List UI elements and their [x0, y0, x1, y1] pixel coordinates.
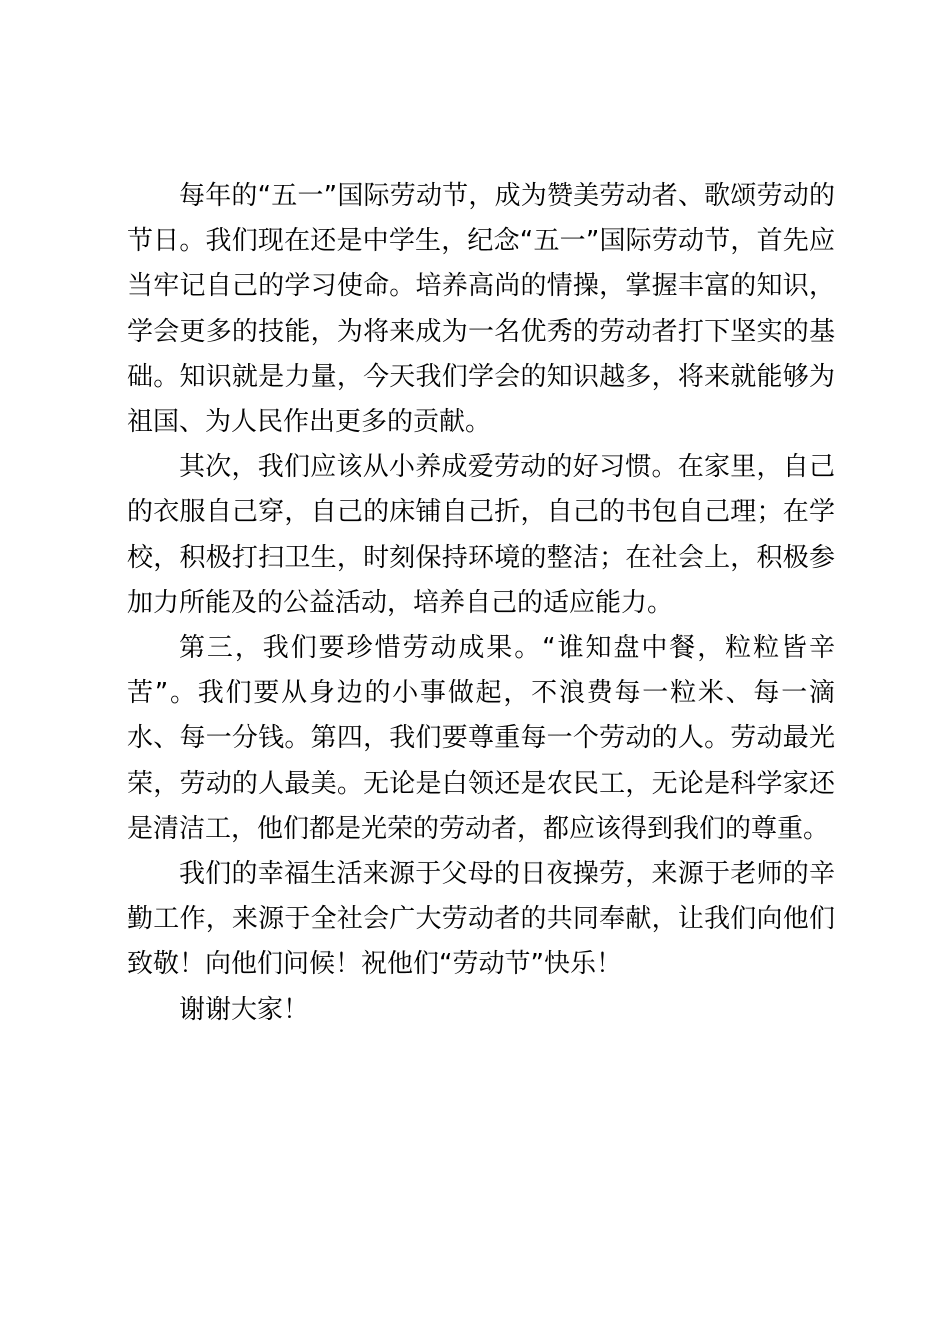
closing-thanks: 谢谢大家！ [179, 994, 310, 1025]
document-body [127, 174, 835, 1033]
paragraph-good-habits: 其次，我们应该从小养成爱劳动的好习惯。在家里，自己的衣服自己穿，自己的床铺自己折，自己的书包自己理；在学校，积极打扫卫生，时刻保持环境的整洁；在社会上，积极参加力所能及的公益活动，培养自己的适应能力。 [127, 452, 835, 618]
paragraph-gratitude: 我们的幸福生活来源于父母的日夜操劳，来源于老师的辛勤工作，来源于全社会广大劳动者的共同奉献，让我们向他们致敬！向他们问候！祝他们“劳动节”快乐！ [127, 859, 835, 980]
paragraph-cherish-and-respect: 第三，我们要珍惜劳动成果。“谁知盘中餐，粒粒皆辛苦”。我们要从身边的小事做起，不浪费每一粒米、每一滴水、每一分钱。第四，我们要尊重每一个劳动的人。劳动最光荣，劳动的人最美。无论是白领还是农民工，无论是科学家还是清洁工，他们都是光荣的劳动者，都应该得到我们的尊重。 [127, 633, 835, 844]
paragraph-labor-day-intro: 每年的“五一”国际劳动节，成为赞美劳动者、歌颂劳动的节日。我们现在还是中学生，纪念“五一”国际劳动节，首先应当牢记自己的学习使命。培养高尚的情操，掌握丰富的知识，学会更多的技能，为将来成为一名优秀的劳动者打下坚实的基础。知识就是力量，今天我们学会的知识越多，将来就能够为祖国、为人民作出更多的贡献。 [127, 181, 835, 438]
